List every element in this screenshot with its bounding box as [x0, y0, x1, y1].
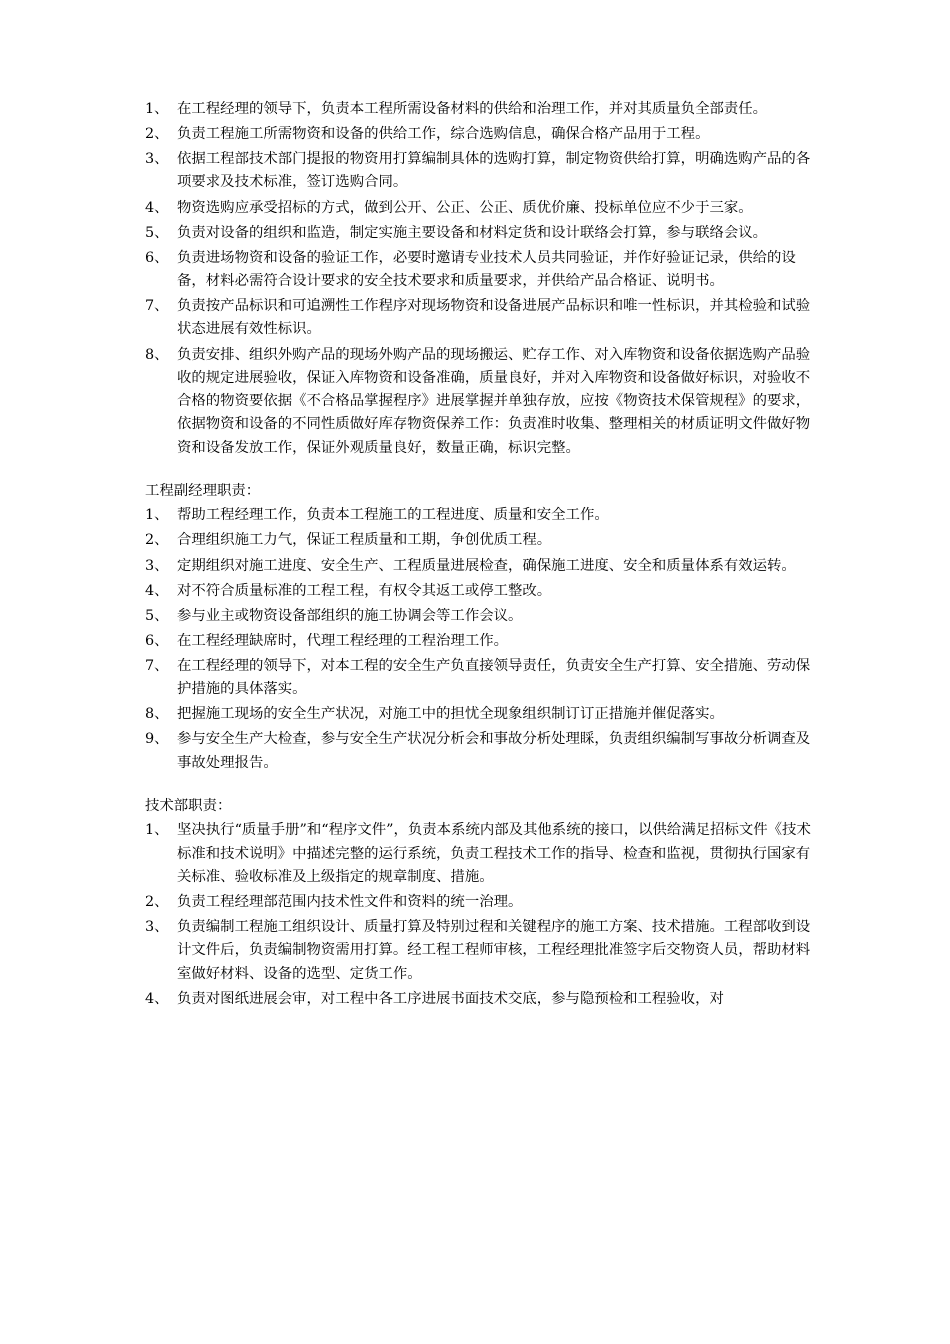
- list-item: [145, 891, 820, 914]
- list-item: [145, 655, 820, 702]
- section-0: [145, 98, 820, 460]
- section-1: [145, 480, 820, 775]
- list-item-text: 坚决执行“质量手册”和“程序文件”，负责本系统内部及其他系统的接口，以供给满足招标文件《技术标准和技术说明》中描述完整的运行系统，负责工程技术工作的指导、检查和监视，贯彻执行国家有关标准、验收标准及上级指定的规章制度、措施。: [177, 822, 811, 885]
- list-item-number: 3、: [145, 151, 169, 168]
- list-item: [145, 630, 820, 653]
- list-item-text: 对不符合质量标准的工程工程，有权令其返工或停工整改。: [177, 582, 552, 599]
- list-item: [145, 916, 820, 986]
- list-item: [145, 504, 820, 527]
- list-item: [145, 295, 820, 342]
- list-item-number: 6、: [145, 249, 169, 266]
- list-item-text: 在工程经理缺席时，代理工程经理的工程治理工作。: [177, 632, 508, 649]
- list-item-number: 8、: [145, 346, 169, 363]
- list-item-number: 2、: [145, 893, 169, 910]
- list-item-text: 负责对设备的组织和监造，制定实施主要设备和材料定货和设计联络会打算，参与联络会议。: [177, 224, 768, 241]
- list-item-text: 合理组织施工力气，保证工程质量和工期，争创优质工程。: [177, 532, 552, 549]
- list-item-number: 2、: [145, 532, 169, 549]
- list-item: [145, 247, 820, 294]
- list-item-number: 1、: [145, 507, 169, 524]
- list-item-number: 2、: [145, 126, 169, 143]
- numbered-list: [145, 98, 820, 460]
- list-item: [145, 703, 820, 726]
- list-item-number: 3、: [145, 557, 169, 574]
- list-item-number: 9、: [145, 731, 169, 748]
- list-item-number: 3、: [145, 919, 169, 936]
- list-item: [145, 580, 820, 603]
- list-item-text: 依据工程部技术部门提报的物资用打算编制具体的选购打算，制定物资供给打算，明确选购产品的各项要求及技术标准，签订选购合同。: [177, 151, 811, 191]
- list-item: [145, 148, 820, 195]
- list-item-text: 参与业主或物资设备部组织的施工协调会等工作会议。: [177, 607, 523, 624]
- list-item: [145, 555, 820, 578]
- list-item-number: 8、: [145, 706, 169, 723]
- list-item-text: 负责按产品标识和可追溯性工作程序对现场物资和设备进展产品标识和唯一性标识，并其检验和试验状态进展有效性标识。: [177, 298, 811, 338]
- list-item-number: 1、: [145, 822, 169, 839]
- list-item: [145, 98, 820, 121]
- list-item-number: 4、: [145, 582, 169, 599]
- list-item-text: 定期组织对施工进度、安全生产、工程质量进展检查，确保施工进度、安全和质量体系有效运转。: [177, 557, 796, 574]
- list-item: [145, 819, 820, 889]
- list-item: [145, 605, 820, 628]
- list-item-text: 负责工程经理部范围内技术性文件和资料的统一治理。: [177, 893, 523, 910]
- document-body: [145, 98, 820, 1013]
- list-item-text: 帮助工程经理工作，负责本工程施工的工程进度、质量和安全工作。: [177, 507, 609, 524]
- list-item: [145, 529, 820, 552]
- list-item-number: 5、: [145, 224, 169, 241]
- numbered-list: [145, 504, 820, 775]
- list-item-number: 1、: [145, 101, 169, 117]
- list-item-text: 参与安全生产大检查，参与安全生产状况分析会和事故分析处理睬，负责组织编制写事故分析调查及事故处理报告。: [177, 731, 811, 771]
- list-item: [145, 344, 820, 460]
- list-item-text: 负责工程施工所需物资和设备的供给工作，综合选购信息，确保合格产品用于工程。: [177, 126, 710, 143]
- section-2: [145, 795, 820, 1011]
- list-item-text: 负责安排、组织外购产品的现场外购产品的现场搬运、贮存工作、对入库物资和设备依据选购产品验收的规定进展验收，保证入库物资和设备准确，质量良好，并对入库物资和设备做好标识，对验收不合格的物资要依据《不合格品掌握程序》进展掌握并单独存放，应按《物资技术保管规程》的要求，依据物资和设备的不同性质做好库存物资保养工作：负责准时收集、整理相关的材质证明文件做好物资和设备发放工作，保证外观质量良好，数量正确，标识完整。: [177, 346, 811, 456]
- list-item: [145, 123, 820, 146]
- list-item: [145, 988, 820, 1011]
- list-item-text: 负责进场物资和设备的验证工作，必要时邀请专业技术人员共同验证，并作好验证记录，供给的设备，材料必需符合设计要求的安全技术要求和质量要求，并供给产品合格证、说明书。: [177, 249, 796, 290]
- list-item-number: 4、: [145, 199, 169, 216]
- list-item-text: 在工程经理的领导下，对本工程的安全生产负直接领导责任，负责安全生产打算、安全措施、劳动保护措施的具体落实。: [177, 657, 811, 698]
- list-item: [145, 222, 820, 245]
- list-item-text: 负责对图纸进展会审，对工程中各工序进展书面技术交底，参与隐预检和工程验收，对: [177, 990, 724, 1007]
- list-item-text: 物资选购应承受招标的方式，做到公开、公正、公正、质优价廉、投标单位应不少于三家。: [177, 199, 753, 216]
- section-heading: 技术部职责：: [145, 797, 232, 814]
- list-item: [145, 197, 820, 220]
- list-item-text: 负责编制工程施工组织设计、质量打算及特别过程和关键程序的施工方案、技术措施。工程部收到设计文件后，负责编制物资需用打算。经工程工程师审核，工程经理批准签字后交物资人员，帮助材料室做好材料、设备的选型、定货工作。: [177, 919, 811, 982]
- list-item-text: 在工程经理的领导下，负责本工程所需设备材料的供给和治理工作，并对其质量负全部责任。: [177, 101, 768, 117]
- list-item: [145, 728, 820, 775]
- list-item-number: 7、: [145, 657, 169, 674]
- list-item-text: 把握施工现场的安全生产状况，对施工中的担忧全现象组织制订订正措施并催促落实。: [177, 706, 724, 723]
- numbered-list: [145, 819, 820, 1011]
- list-item-number: 7、: [145, 298, 169, 315]
- list-item-number: 6、: [145, 632, 169, 649]
- list-item-number: 4、: [145, 990, 169, 1007]
- list-item-number: 5、: [145, 607, 169, 624]
- section-heading: 工程副经理职责：: [145, 483, 261, 500]
